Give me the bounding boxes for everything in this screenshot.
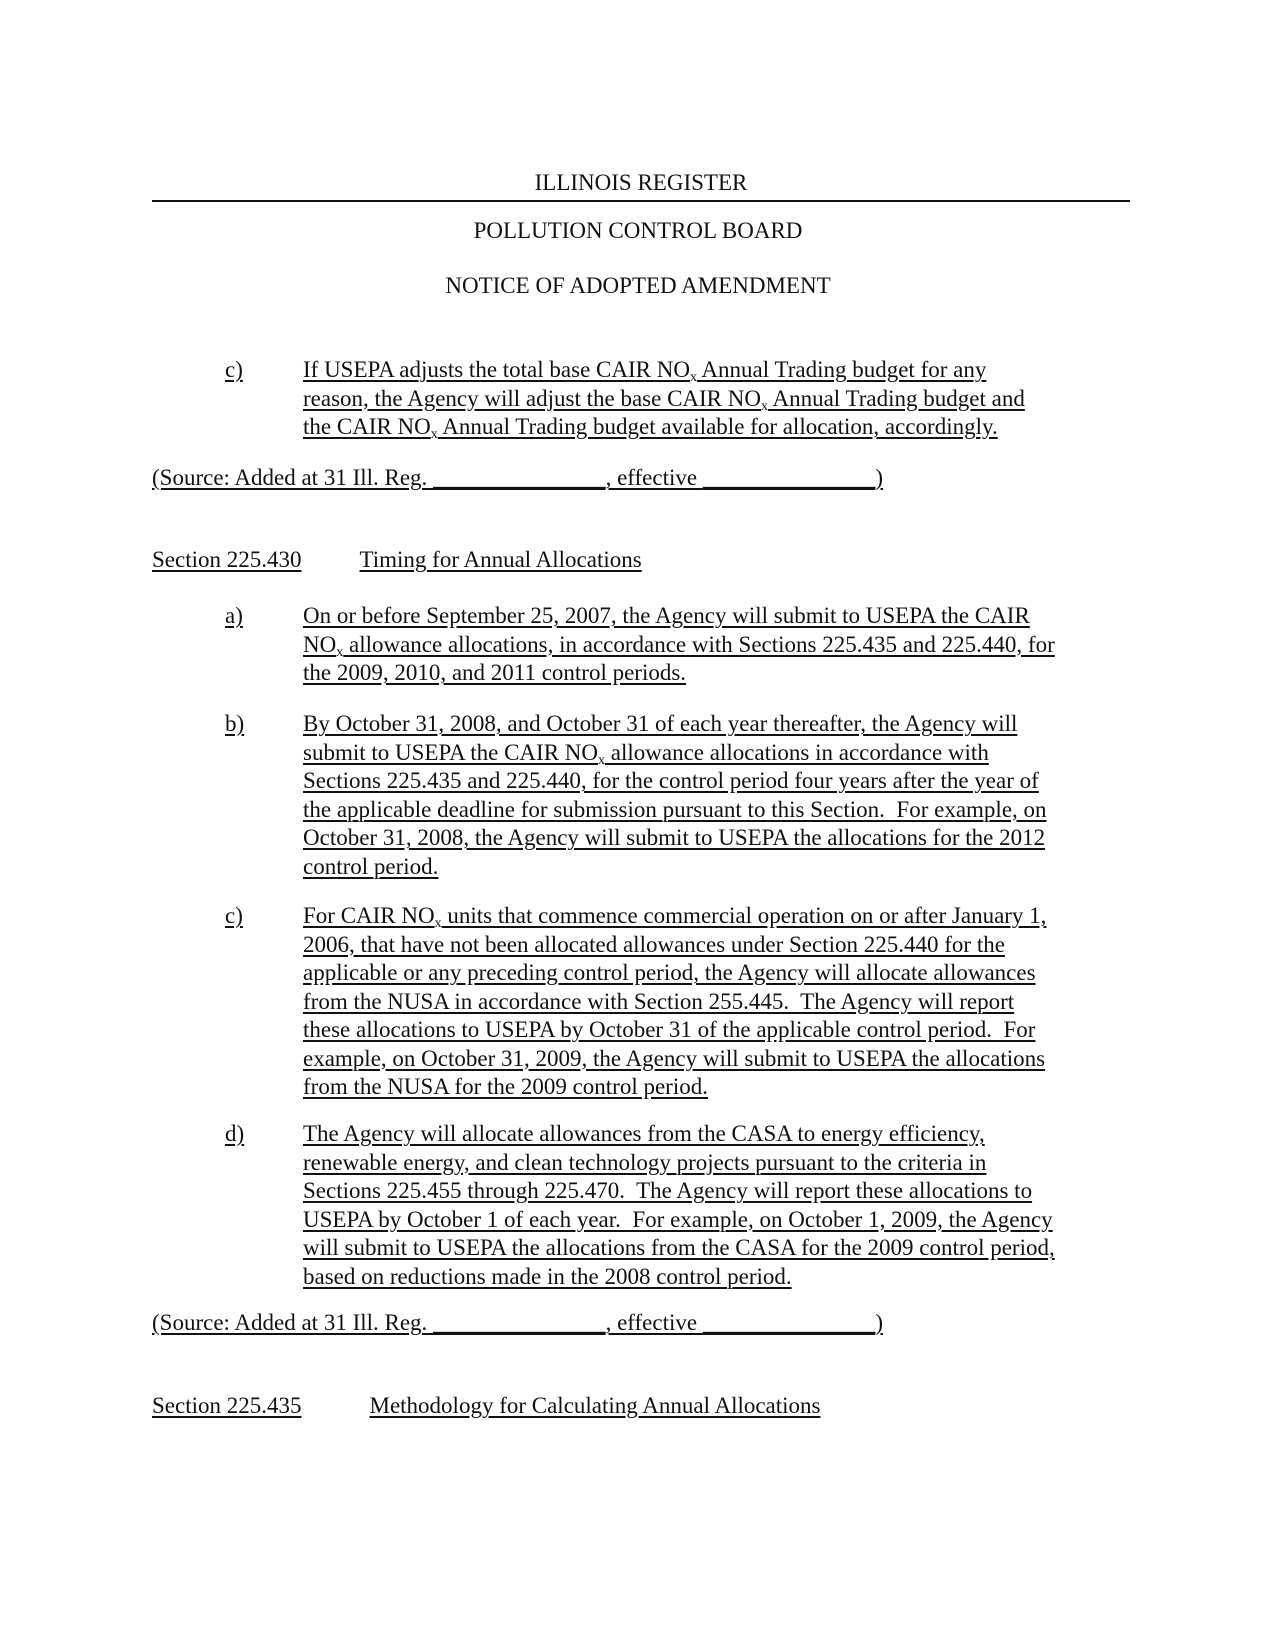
text-line: renewable energy, and clean technology projects pursuant to the criteria in (303, 1149, 987, 1175)
board-title: POLLUTION CONTROL BOARD (473, 218, 803, 243)
text-line: control period. (303, 853, 439, 879)
item-d-label: d) (225, 1121, 245, 1146)
section-225-430-heading (152, 546, 642, 574)
text-line: The Agency will allocate allowances from the CASA to energy efficiency, (303, 1121, 985, 1146)
source-note-2: (Source: Added at 31 Ill. Reg. _______________, effective _______________) (152, 1310, 884, 1335)
source-note-1: (Source: Added at 31 Ill. Reg. _______________, effective _______________) (152, 465, 884, 490)
register-title: ILLINOIS REGISTER (152, 170, 1130, 202)
text-line: the 2009, 2010, and 2011 control periods. (303, 660, 687, 685)
text-line: the CAIR $NO_x$ Annual Trading budget available for allocation, accordingly. (303, 414, 998, 442)
text-line: reason, the Agency will adjust the base CAIR $NO_x$ Annual Trading budget and (303, 385, 1025, 414)
text-line: submit to USEPA the CAIR $NO_x$ allowance allocations in accordance with (303, 739, 989, 768)
text-line: Sections 225.455 through 225.470. The Agency will report these allocations to (303, 1178, 1033, 1203)
item-a-text (303, 602, 1055, 688)
page-header (152, 170, 1130, 202)
top-item-label: c) (225, 357, 243, 382)
text-line: For CAIR $NO_x$ units that commence commercial operation on or after January 1, (303, 903, 1047, 931)
section-225-435-heading (152, 1392, 821, 1420)
text-line: will submit to USEPA the allocations from the CASA for the 2009 control period, (303, 1235, 1055, 1260)
text-line: these allocations to USEPA by October 31 of the applicable control period. For (303, 1017, 1036, 1042)
text-line: On or before September 25, 2007, the Agency will submit to USEPA the CAIR (303, 603, 1030, 628)
section-number: Section 225.435 (152, 1393, 302, 1418)
section-title: Timing for Annual Allocations (359, 547, 642, 572)
text-line: USEPA by October 1 of each year. For example, on October 1, 2009, the Agency (303, 1206, 1053, 1232)
text-line: 2006, that have not been allocated allowances under Section 225.440 for the (303, 931, 1005, 957)
item-b-label: b) (225, 711, 245, 736)
section-number: Section 225.430 (152, 547, 302, 572)
text-line: the applicable deadline for submission pursuant to this Section. For example, on (303, 796, 1047, 822)
item-d-text (303, 1120, 1055, 1291)
text-line: from the NUSA in accordance with Section 255.445. The Agency will report (303, 988, 1015, 1014)
notice-title: NOTICE OF ADOPTED AMENDMENT (445, 273, 831, 298)
item-c-label: c) (225, 903, 243, 928)
text-line: October 31, 2008, the Agency will submit to USEPA the allocations for the 2012 (303, 825, 1046, 850)
text-line: Sections 225.435 and 225.440, for the control period four years after the year of (303, 768, 1039, 793)
text-line: $NO_x$ allowance allocations, in accordance with Sections 225.435 and 225.440, for (303, 631, 1055, 660)
text-line: example, on October 31, 2009, the Agency will submit to USEPA the allocations (303, 1045, 1046, 1071)
item-b-text (303, 710, 1047, 881)
text-line: applicable or any preceding control period, the Agency will allocate allowances (303, 960, 1036, 985)
text-line: from the NUSA for the 2009 control period. (303, 1074, 708, 1099)
item-c-text (303, 902, 1046, 1102)
section-title: Methodology for Calculating Annual Allocations (369, 1393, 821, 1418)
top-item-text (303, 356, 1025, 442)
text-line: By October 31, 2008, and October 31 of each year thereafter, the Agency will (303, 711, 1018, 736)
text-line: based on reductions made in the 2008 control period. (303, 1263, 792, 1289)
text-line: If USEPA adjusts the total base CAIR $NO_x$ Annual Trading budget for any (303, 357, 987, 385)
item-a-label: a) (225, 603, 243, 628)
